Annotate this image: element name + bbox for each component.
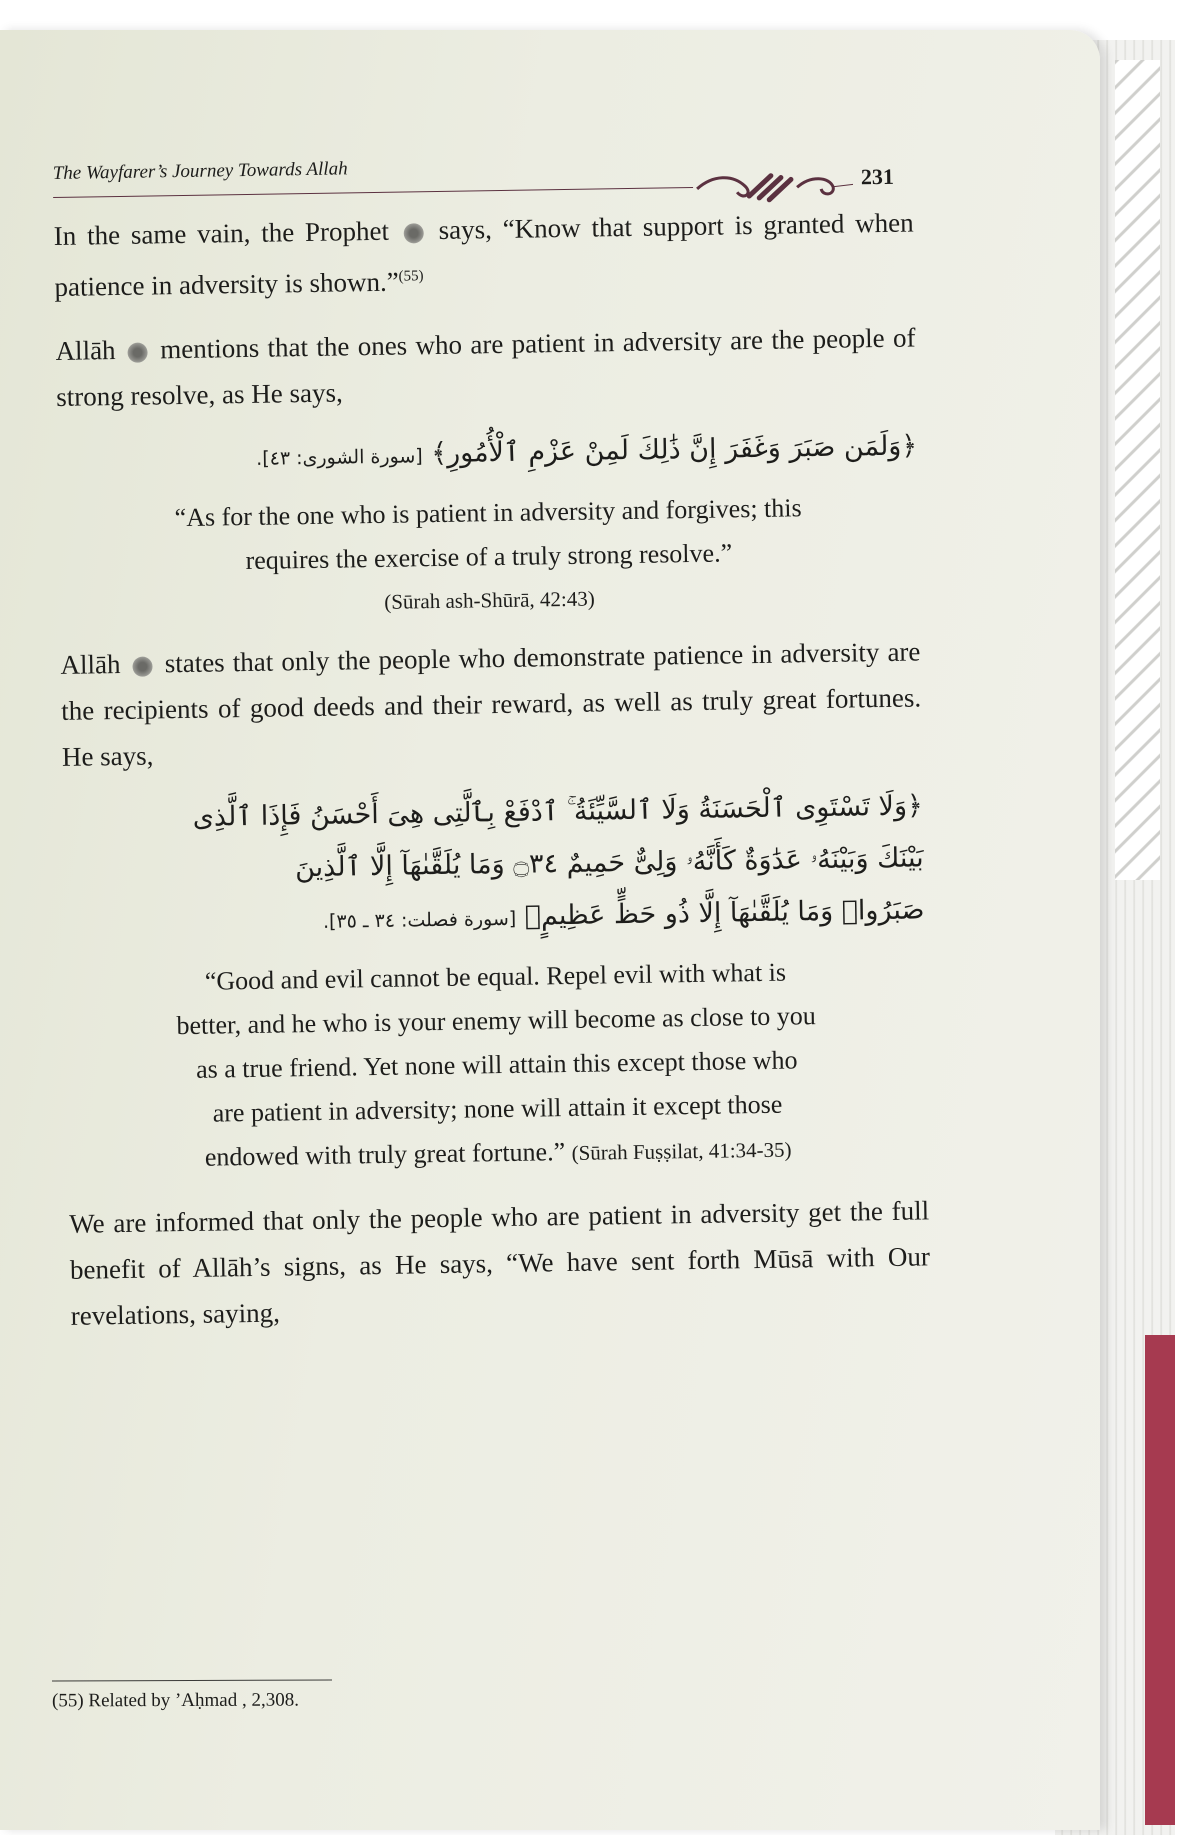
verse-2-arabic <box>63 780 925 951</box>
paragraph-2-text-a: Allāh <box>55 335 116 366</box>
verse-1-translation-line-2: requires the exercise of a truly strong resolve.” <box>245 538 733 576</box>
verse-2-citation: (Sūrah Fuṣṣilat, 41:34-35) <box>571 1137 792 1165</box>
verse-1-arabic-text: ﴿وَلَمَن صَبَرَ وَغَفَرَ إِنَّ ذَٰلِكَ لَمِنْ عَزْمِ ٱلْأُمُورِ﴾ <box>431 430 918 470</box>
verse-2-translation-line-2: better, and he who is your enemy will become as close to you <box>176 1001 817 1041</box>
verse-2-translation-line-3: as a true friend. Yet none will attain this except those who <box>195 1045 798 1084</box>
paragraph-2-text-b: mentions that the ones who are patient in adversity are the people of strong resolve, as He says, <box>56 322 916 412</box>
footnote-marker: (55) <box>398 268 424 285</box>
paragraph-1-text-a: In the same vain, the Prophet <box>53 215 390 251</box>
honorific-seal-icon <box>404 223 424 243</box>
page-number: 231 <box>860 163 895 190</box>
footnote-rule <box>52 1680 332 1682</box>
paragraph-3 <box>60 628 922 779</box>
paragraph-2 <box>55 314 916 419</box>
paragraph-3-text-a: Allāh <box>60 648 121 680</box>
verse-2-translation <box>65 948 928 1182</box>
paragraph-1 <box>53 199 914 309</box>
bookmark-ribbon <box>1145 1335 1175 1825</box>
verse-2-arabic-reference: [سورة فصلت: ٣٤ ـ ٣٥]. <box>322 907 517 933</box>
honorific-seal-icon <box>132 656 152 676</box>
verse-1-translation-line-1: “As for the one who is patient in adversity and forgives; this <box>174 493 802 533</box>
page-edge-stripes <box>1115 60 1160 880</box>
book-page <box>0 30 1100 1830</box>
verse-1-arabic-reference: [سورة الشورى: ٤٣]. <box>256 445 423 470</box>
verse-2-arabic-line-3: صَبَرُوا۟ وَمَا يُلَقَّىٰهَآ إِلَّا ذُو حَظٍّ عَظِيمٍ﴾ <box>524 894 925 932</box>
running-title: The Wayfarer’s Journey Towards Allah <box>52 158 348 184</box>
page-content <box>52 111 931 1338</box>
verse-1-citation: (Sūrah ash-Shūrā, 42:43) <box>384 586 595 614</box>
paragraph-1-text-b: says, “Know that support is granted when patience in adversity is shown.” <box>54 207 914 302</box>
ornament-flourish-icon <box>693 168 854 205</box>
verse-1-arabic <box>57 420 918 488</box>
paragraph-4: We are informed that only the people who are patient in adversity get the full benefit of Allāh’s signs, as He says, “We have sent forth Mūsā with Our revelations, saying, <box>69 1195 931 1331</box>
page-header <box>52 111 913 194</box>
verse-2-arabic-line-2: بَيْنَكَ وَبَيْنَهُۥ عَدَٰوَةٌ كَأَنَّهُۥ وَلِىٌّ حَمِيمٌ ۝٣٤ وَمَا يُلَقَّىٰهَآ إِلَّا ٱلَّذِينَ <box>294 842 924 884</box>
verse-2-translation-line-1: “Good and evil cannot be equal. Repel evil with what is <box>204 957 787 996</box>
verse-2-translation-line-5: endowed with truly great fortune.” <box>204 1137 566 1172</box>
verse-2-arabic-line-1: ﴿وَلَا تَسْتَوِى ٱلْحَسَنَةُ وَلَا ٱلسَّيِّئَةُ ۚ ٱدْفَعْ بِٱلَّتِى هِىَ أَحْسَنُ فَإِذَا ٱلَّذِى <box>192 790 924 833</box>
verse-2-translation-line-4: are patient in adversity; none will attain it except those <box>212 1089 783 1128</box>
header-rule <box>53 187 693 198</box>
paragraph-3-text-b: states that only the people who demonstrate patience in adversity are the recipients of good deeds and their reward, as well as truly great fortunes. He says, <box>60 636 922 772</box>
verse-1-translation <box>58 484 919 585</box>
honorific-seal-icon <box>128 342 148 362</box>
footnote: (55) Related by ’Aḥmad , 2,308. <box>51 1689 299 1712</box>
